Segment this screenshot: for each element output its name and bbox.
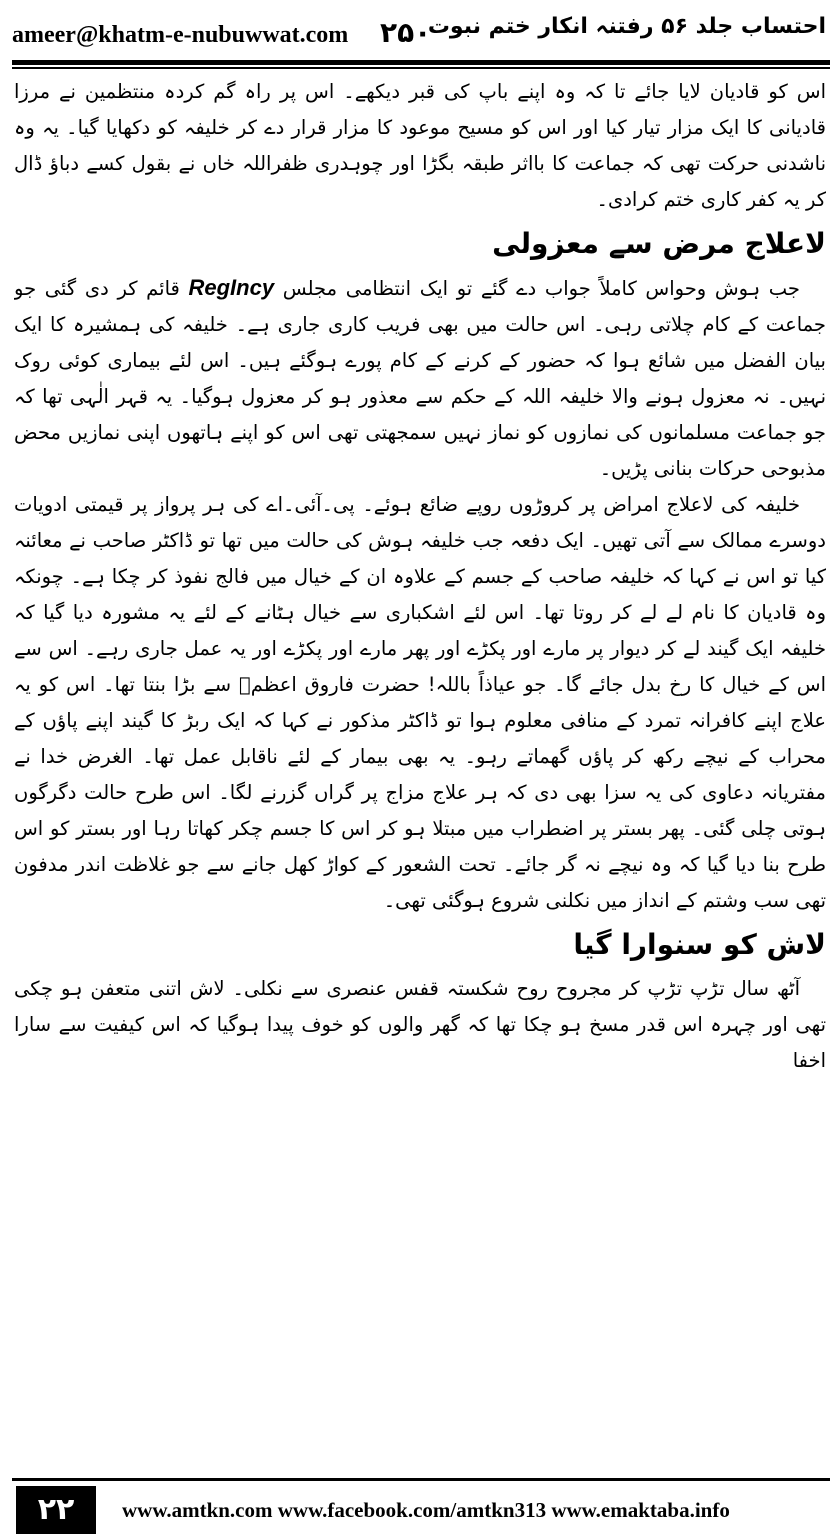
paragraph-3: خلیفہ کی لاعلاج امراض پر کروڑوں روپے ضائع ہوئے۔ پی۔آئی۔اے کی ہر پرواز پر قیمتی ادویات دوسرے ممالک سے آتی تھیں۔ ایک دفعہ جب خلیفہ ہوش کی حالت میں تھا تو ڈاکٹر صاحب نے معائنہ کیا تو اس نے کہا کہ خلیفہ صاحب کے جسم کے علاوہ ان کے خیال میں فالج نفوذ کر چکا ہے۔ چونکہ وہ قادیان کا نام لے لے کر روتا تھا۔ اس لئے اشکباری سے خیال ہٹانے کے لئے یہ مشورہ دیا گیا کہ خلیفہ ایک گیند لے کر دیوار پر مارے اور پکڑے اور پھر مارے اور پکڑے اور یہ عمل جاری رہے۔ اس سے اس کے خیال کا رخ بدل جائے گا۔ جو عیاذاً باللہ! حضرت فاروق اعظمؓ سے بڑا بنتا تھا۔ اس کو یہ علاج اپنے کافرانہ تمرد کے منافی معلوم ہوا تو ڈاکٹر مذکور نے کہا کہ ایک ربڑ کا گیند اپنے پاؤں کے محراب کے نیچے رکھ کر پاؤں گھماتے رہو۔ یہ بھی بیمار کے لئے ناقابل عمل تھا۔ الغرض خدا نے مفتریانہ دعاوی کی یہ سزا بھی دی کہ ہر علاج مزاج پر گراں گزرنے لگا۔ اس طرح حالت دگرگوں ہوتی چلی گئی۔ پھر بستر پر اضطراب میں مبتلا ہو کر اس کا جسم چکر کھاتا رہا اور بستر کو اس طرح بنا دیا گیا کہ وہ نیچے نہ گر جائے۔ تحت الشعور کے کواڑ کھل جانے سے جو غلاظت اندر مدفون تھی سب وشتم کے انداز میں نکلنی شروع ہوگئی تھی۔ <box>14 493 826 912</box>
paragraph-2-latin-term: RegIncy <box>188 275 275 300</box>
paragraph-1: اس کو قادیان لایا جائے تا کہ وہ اپنے باپ کی قبر دیکھے۔ اس پر راہ گم کردہ منتظمین نے مرزا قادیانی کا ایک مزار تیار کیا اور اس کو مسیح موعود کا مزار قرار دے کر خلیفہ کو دکھایا گیا۔ یہ وہ ناشدنی حرکت تھی کہ جماعت کا بااثر طبقہ بگڑا اور چوہدری ظفراللہ خاں نے بقول کسے دباؤ ڈال کر یہ کفر کاری ختم کرادی۔ <box>14 80 826 211</box>
page-footer <box>0 1470 840 1540</box>
footer-links: www.amtkn.com www.facebook.com/amtkn313 www.emaktaba.info <box>122 1498 730 1522</box>
header-rule-thick <box>12 60 830 65</box>
header-page-number: ۲۵۰ <box>380 16 432 49</box>
footer-rule <box>12 1478 830 1481</box>
header-email: ameer@khatm-e-nubuwwat.com <box>12 22 349 48</box>
header-book-title: احتساب جلد ۵۶ رفتنہ انکار ختم نبوت <box>427 14 826 39</box>
page-header <box>0 0 840 66</box>
header-rule-thin <box>12 67 830 69</box>
paragraph-2-part-b: قائم کر دی گئی جو جماعت کے کام چلاتی رہی۔ اس حالت میں بھی فریب کاری جاری ہے۔ خلیفہ کی ہمشیرہ کا ایک بیان الفضل میں شائع ہوا کہ حضور کے کرنے کے کام پورے ہوگئے ہیں۔ اس لئے بیماری کوئی روک نہیں۔ نہ معزول ہونے والا خلیفہ اللہ کے حکم سے معذور ہو کر معزول ہوگیا۔ یہ قہر الٰہی تھا کہ جو جماعت مسلمانوں کی نمازوں کو نماز نہیں سمجھتی تھی اس کو اپنے ہاتھوں اپنی نمازیں محض مذبوحی حرکات بنانی پڑیں۔ <box>14 277 826 480</box>
page-body <box>14 74 826 1466</box>
paragraph-2-part-a: جب ہوش وحواس کاملاً جواب دے گئے تو ایک انتظامی مجلس <box>282 277 800 300</box>
footer-page-number: ۲۲ <box>16 1486 96 1534</box>
paragraph-2 <box>14 270 826 487</box>
section-heading-1: لاعلاج مرض سے معزولی <box>492 227 826 260</box>
paragraph-4: آٹھ سال تڑپ تڑپ کر مجروح روح شکستہ قفس عنصری سے نکلی۔ لاش اتنی متعفن ہو چکی تھی اور چہرہ اس قدر مسخ ہو چکا تھا کہ گھر والوں کو خوف پیدا ہوگیا کہ اس کیفیت سے سارا اخفا <box>14 977 826 1072</box>
section-heading-2: لاش کو سنوارا گیا <box>573 928 826 961</box>
